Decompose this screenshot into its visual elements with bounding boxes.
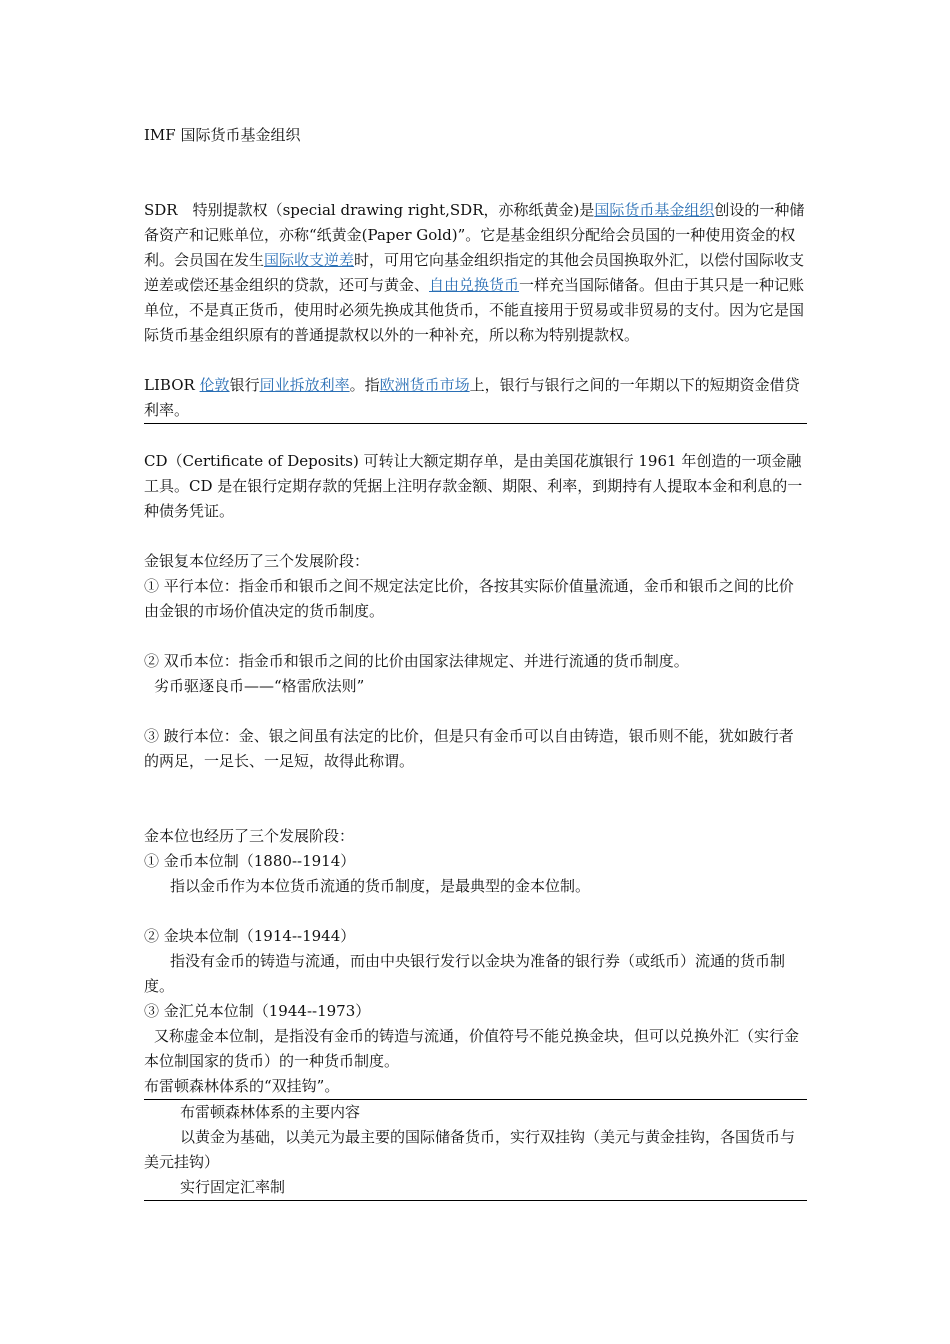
gold-item-1-title: ① 金币本位制（1880--1914） bbox=[144, 852, 356, 870]
divider-3 bbox=[144, 1200, 807, 1201]
libor-text-3: 。指 bbox=[349, 376, 380, 394]
gold-heading: 金本位也经历了三个发展阶段： bbox=[144, 827, 355, 845]
bimetal-item-1: ① 平行本位：指金币和银币之间不规定法定比价，各按其实际价值量流通，金币和银币之间的比价由金银的市场价值决定的货币制度。 bbox=[144, 577, 794, 620]
gold-item-3-desc: 又称虚金本位制，是指没有金币的铸造与流通，价值符号不能兑换金块，但可以兑换外汇（实行金本位制国家的货币）的一种货币制度。 bbox=[144, 1027, 800, 1070]
bretton-heading: 布雷顿森林体系的主要内容 bbox=[180, 1103, 361, 1121]
libor-paragraph bbox=[144, 373, 807, 423]
imf-heading: IMF 国际货币基金组织 bbox=[144, 126, 301, 144]
link-euro-money-market[interactable]: 欧洲货币市场 bbox=[379, 376, 470, 394]
gold-item-1-desc: 指以金币作为本位货币流通的货币制度，是最典型的金本位制。 bbox=[170, 877, 591, 895]
link-convertible-currency[interactable]: 自由兑换货币 bbox=[429, 276, 520, 294]
link-london[interactable]: 伦敦 bbox=[199, 376, 230, 394]
bretton-double-peg-note: 布雷顿森林体系的“双挂钩”。 bbox=[144, 1077, 340, 1095]
sdr-text-3: 时，可用它向基金组织指定的其他会员国换取外汇，以偿付国际收支逆差或偿还基金组织的贷款，还可与黄金、 bbox=[144, 251, 805, 294]
sdr-text-4: 一样充当国际储备。但由于其只是一种记账单位，不是真正货币，使用时必须先换成其他货币，不能直接用于贸易或非贸易的支付。因为它是国际货币基金组织原有的普通提款权以外的一种补充，所以称为特别提款权。 bbox=[144, 276, 805, 344]
libor-text-1: LIBOR bbox=[144, 376, 200, 394]
link-imf[interactable]: 国际货币基金组织 bbox=[594, 201, 715, 219]
bimetal-item-2: ② 双币本位：指金币和银币之间的比价由国家法律规定、并进行流通的货币制度。 bbox=[144, 652, 689, 670]
cd-paragraph: CD（Certificate of Deposits) 可转让大额定期存单，是由美国花旗银行 1961 年创造的一项金融工具。CD 是在银行定期存款的凭据上注明存款金额、期限、利率，到期持有人提取本金和利息的一种债务凭证。 bbox=[144, 452, 803, 520]
document-page bbox=[144, 123, 807, 1201]
bretton-point-2: 实行固定汇率制 bbox=[180, 1178, 286, 1196]
libor-text-2: 银行 bbox=[229, 376, 260, 394]
sdr-text-1: SDR 特别提款权（special drawing right,SDR，亦称纸黄金)是 bbox=[144, 201, 595, 219]
link-balance-deficit[interactable]: 国际收支逆差 bbox=[264, 251, 355, 269]
gresham-note: 劣币驱逐良币——“格雷欣法则” bbox=[154, 677, 365, 695]
bimetal-item-3: ③ 跛行本位：金、银之间虽有法定的比价，但是只有金币可以自由铸造，银币则不能，犹如跛行者的两足，一足长、一足短，故得此称谓。 bbox=[144, 727, 794, 770]
link-interbank-rate[interactable]: 同业拆放利率 bbox=[259, 376, 350, 394]
gold-item-2-desc: 指没有金币的铸造与流通，而由中央银行发行以金块为准备的银行券（或纸币）流通的货币制度。 bbox=[144, 952, 786, 995]
libor-text-4: 上，银行与银行之间的一年期以下的短期资金借贷利率。 bbox=[144, 376, 800, 419]
gold-item-3-title: ③ 金汇兑本位制（1944--1973） bbox=[144, 1002, 371, 1020]
bimetal-heading: 金银复本位经历了三个发展阶段： bbox=[144, 552, 370, 570]
bretton-point-1: 以黄金为基础，以美元为最主要的国际储备货币，实行双挂钩（美元与黄金挂钩，各国货币与美元挂钩） bbox=[144, 1128, 796, 1171]
gold-item-2-title: ② 金块本位制（1914--1944） bbox=[144, 927, 356, 945]
sdr-paragraph bbox=[144, 198, 807, 348]
sdr-text-2: 创设的一种储备资产和记账单位，亦称“纸黄金(Paper Gold)”。它是基金组织分配给会员国的一种使用资金的权利。会员国在发生 bbox=[144, 201, 805, 269]
